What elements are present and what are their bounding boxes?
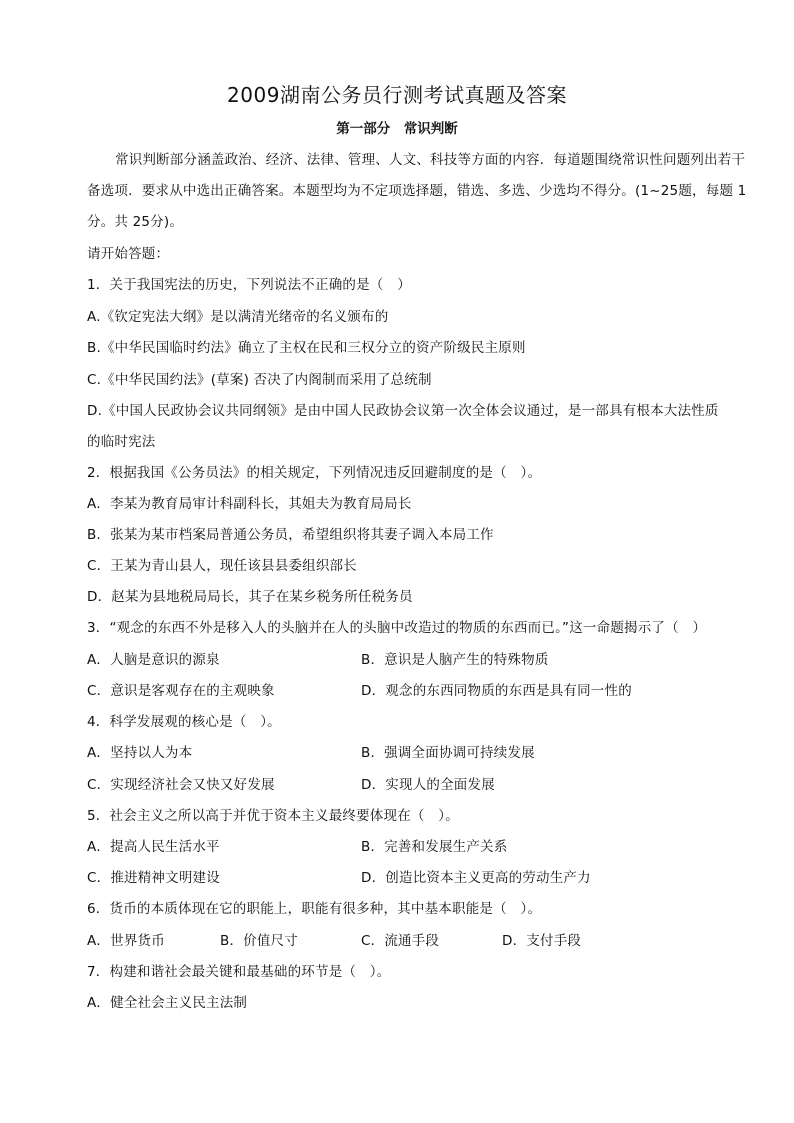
intro-line-1: 常识判断部分涵盖政治、经济、法律、管理、人文、科技等方面的内容．每道题围绕常识性问题列出若干 (115, 152, 746, 168)
question-6-option-d: D．支付手段 (502, 933, 582, 949)
question-2-stem: 2．根据我国《公务员法》的相关规定，下列情况违反回避制度的是（ ）。 (87, 465, 542, 481)
question-7-stem: 7．构建和谐社会最关键和最基础的环节是（ ）。 (87, 964, 391, 980)
question-3-option-c: C．意识是客观存在的主观映象 (87, 683, 275, 699)
question-5-option-a: A．提高人民生活水平 (87, 839, 220, 855)
question-5-option-d: D．创造比资本主义更高的劳动生产力 (361, 870, 591, 886)
question-3-option-b: B．意识是人脑产生的特殊物质 (361, 652, 549, 668)
question-2-option-b: B．张某为某市档案局普通公务员，希望组织将其妻子调入本局工作 (87, 527, 494, 543)
question-4-option-d: D．实现人的全面发展 (361, 777, 495, 793)
question-3-stem: 3．“观念的东西不外是移入人的头脑并在人的头脑中改造过的物质的东西而已。”这一命题揭示了（ ） (87, 620, 707, 636)
start-prompt: 请开始答题： (87, 246, 170, 262)
question-6-option-c: C．流通手段 (361, 933, 440, 949)
question-5-stem: 5．社会主义之所以高于并优于资本主义最终要体现在（ ）。 (87, 808, 459, 824)
question-6-option-a: A．世界货币 (87, 933, 165, 949)
question-3-option-a: A．人脑是意识的源泉 (87, 652, 220, 668)
question-4-option-b: B．强调全面协调可持续发展 (361, 745, 535, 761)
question-2-option-d: D．赵某为县地税局局长，其子在某乡税务所任税务员 (87, 589, 413, 605)
question-1-option-b: B.《中华民国临时约法》确立了主权在民和三权分立的资产阶级民主原则 (87, 340, 526, 356)
question-5-option-c: C．推进精神文明建设 (87, 870, 220, 886)
section-title: 第一部分 常识判断 (336, 121, 458, 137)
question-1-option-d: D.《中国人民政协会议共同纲领》是由中国人民政协会议第一次全体会议通过，是一部具有根本大法性质 (87, 403, 719, 419)
question-5-option-b: B．完善和发展生产关系 (361, 839, 508, 855)
document-title: 2009湖南公务员行测考试真题及答案 (227, 83, 567, 107)
question-1-option-c: C.《中华民国约法》(草案) 否决了内阁制而采用了总统制 (87, 372, 432, 388)
question-6-stem: 6．货币的本质体现在它的职能上，职能有很多种，其中基本职能是（ ）。 (87, 901, 542, 917)
question-4-option-c: C．实现经济社会又快又好发展 (87, 777, 275, 793)
question-2-option-c: C．王某为青山县人，现任该县县委组织部长 (87, 558, 357, 574)
question-7-option-a: A．健全社会主义民主法制 (87, 995, 248, 1011)
question-4-stem: 4．科学发展观的核心是（ ）。 (87, 714, 281, 730)
question-1-stem: 1．关于我国宪法的历史，下列说法不正确的是（ ） (87, 277, 411, 293)
question-6-option-b: B．价值尺寸 (220, 933, 298, 949)
question-3-option-d: D．观念的东西同物质的东西是具有同一性的 (361, 683, 632, 699)
question-1-option-d-cont: 的临时宪法 (87, 434, 156, 450)
intro-line-2: 备选项．要求从中选出正确答案。本题型均为不定项选择题，错选、多选、少选均不得分。(1~25题，每题 1 (87, 183, 747, 199)
question-4-option-a: A．坚持以人为本 (87, 745, 193, 761)
intro-line-3: 分。共 25分)。 (87, 214, 184, 230)
question-2-option-a: A．李某为教育局审计科副科长，其姐夫为教育局局长 (87, 496, 412, 512)
question-1-option-a: A.《钦定宪法大纲》是以满清光绪帝的名义颁布的 (87, 309, 389, 325)
